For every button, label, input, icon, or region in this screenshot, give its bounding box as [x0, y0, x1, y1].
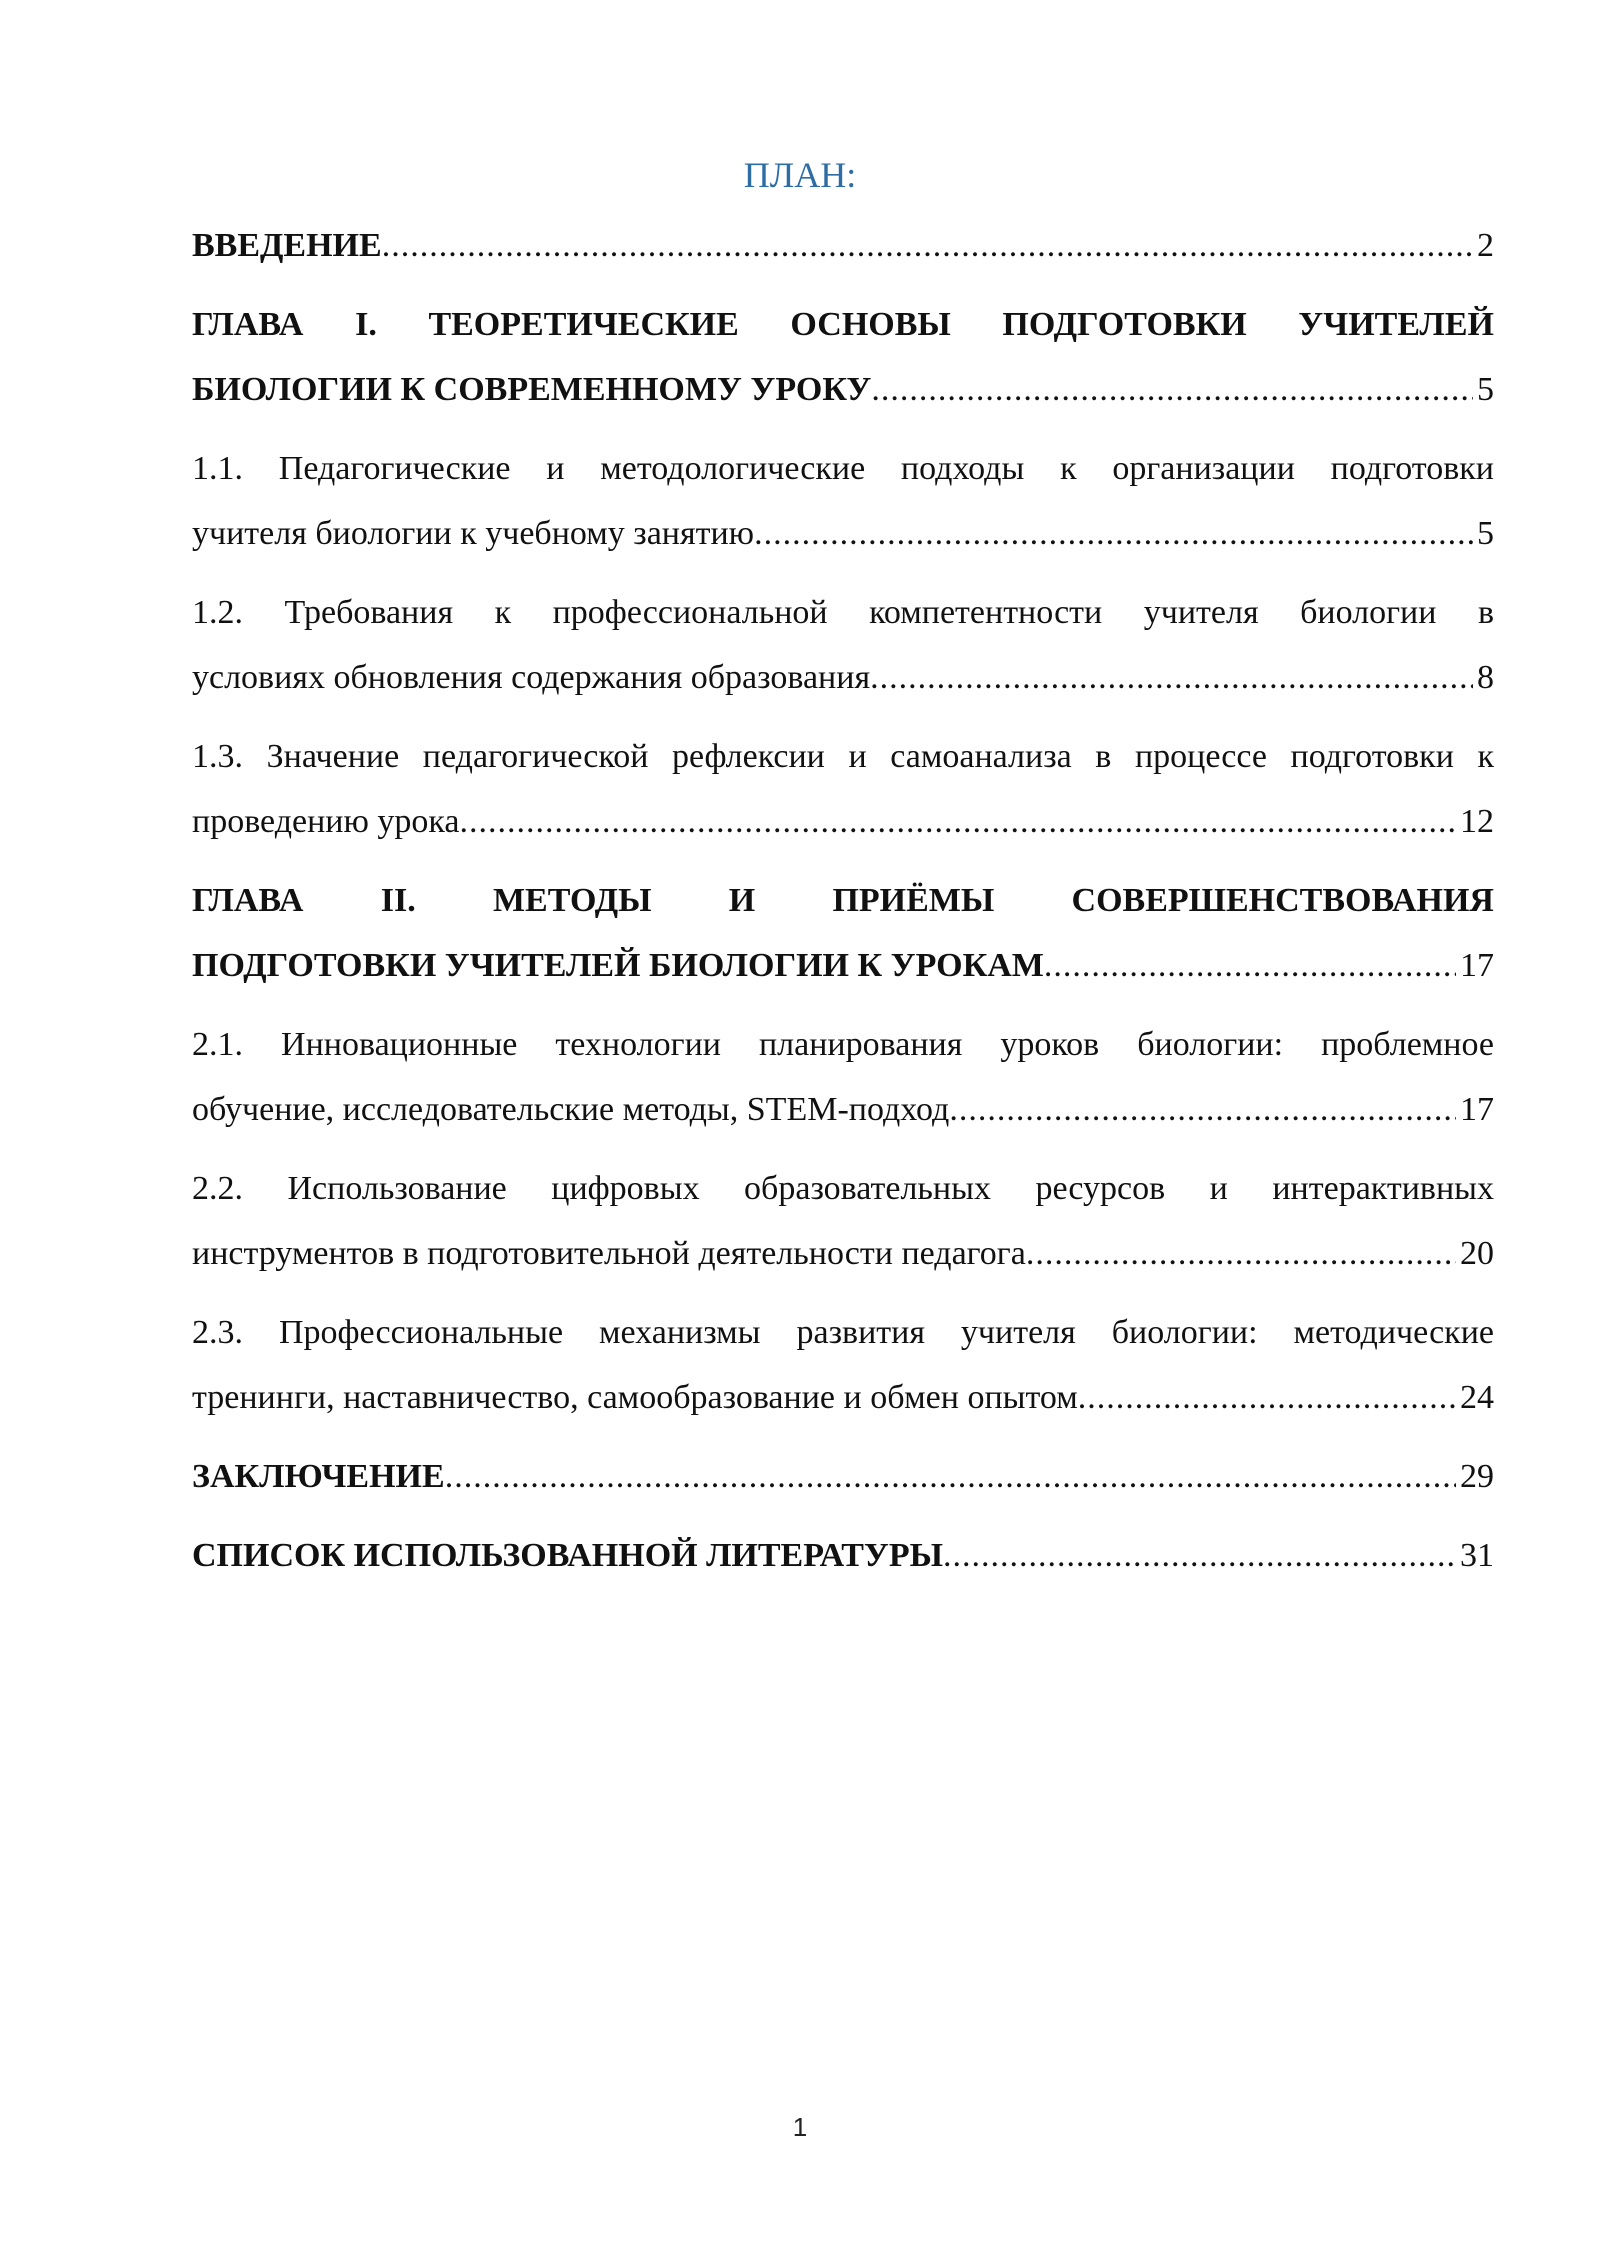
toc-page-number: 5 — [1477, 371, 1494, 408]
dot-leader — [870, 645, 1473, 710]
toc-entry-text: БИОЛОГИИ К СОВРЕМЕННОМУ УРОКУ — [192, 371, 872, 408]
toc-entry-text: инструментов в подготовительной деятельности педагога — [192, 1235, 1026, 1272]
dot-leader — [1078, 1365, 1456, 1430]
toc-entry-text: СПИСОК ИСПОЛЬЗОВАННОЙ ЛИТЕРАТУРЫ — [192, 1537, 943, 1574]
toc-entry-text: ЗАКЛЮЧЕНИЕ — [192, 1458, 445, 1495]
toc-entry-text: ВВЕДЕНИЕ — [192, 227, 382, 264]
toc-entry-text: обучение, исследовательские методы, STEM-подход — [192, 1091, 950, 1128]
toc-entry-text: ПОДГОТОВКИ УЧИТЕЛЕЙ БИОЛОГИИ К УРОКАМ — [192, 947, 1044, 984]
toc-page-number: 2 — [1477, 227, 1494, 264]
toc-page-number: 5 — [1477, 515, 1494, 552]
toc-entry-text-line: ГЛАВА I. ТЕОРЕТИЧЕСКИЕ ОСНОВЫ ПОДГОТОВКИ УЧИТЕЛЕЙ — [192, 306, 1494, 343]
toc-entry-text-line: 1.2. Требования к профессиональной компетентности учителя биологии в — [192, 594, 1494, 631]
toc-entry-text-line: ГЛАВА II. МЕТОДЫ И ПРИЁМЫ СОВЕРШЕНСТВОВАНИЯ — [192, 882, 1494, 919]
toc-entry-text: условиях обновления содержания образования — [192, 659, 871, 696]
dot-leader — [754, 501, 1473, 566]
toc-entry-text: проведению урока — [192, 803, 460, 840]
toc-entry-text: учителя биологии к учебному занятию — [192, 515, 755, 552]
toc-page-number: 31 — [1460, 1537, 1494, 1574]
toc-entry-chapter-2[interactable] — [192, 868, 1494, 998]
toc-entry-text-line: 1.1. Педагогические и методологические подходы к организации подготовки — [192, 450, 1494, 487]
dot-leader — [871, 357, 1473, 422]
toc-page-number: 12 — [1460, 803, 1494, 840]
dot-leader — [459, 789, 1456, 854]
toc-page-number: 29 — [1460, 1458, 1494, 1495]
dot-leader — [1026, 1221, 1456, 1286]
toc-entry-section-1-3[interactable] — [192, 724, 1494, 854]
dot-leader — [943, 1523, 1456, 1588]
toc-page-number: 24 — [1460, 1379, 1494, 1416]
toc-entry-text: тренинги, наставничество, самообразование и обмен опытом — [192, 1379, 1078, 1416]
toc-entry-section-2-3[interactable] — [192, 1300, 1494, 1430]
dot-leader — [382, 213, 1473, 278]
plan-title: ПЛАН: — [743, 155, 857, 195]
toc-entry-conclusion[interactable] — [192, 1444, 1494, 1509]
toc-entry-text-line: 2.3. Профессиональные механизмы развития учителя биологии: методические — [192, 1314, 1494, 1351]
table-of-contents — [192, 213, 1494, 1602]
toc-entry-text-line: 2.2. Использование цифровых образовательных ресурсов и интерактивных — [192, 1170, 1494, 1207]
toc-page-number: 17 — [1460, 947, 1494, 984]
toc-entry-chapter-1[interactable] — [192, 292, 1494, 422]
toc-page-number: 20 — [1460, 1235, 1494, 1272]
toc-entry-section-2-2[interactable] — [192, 1156, 1494, 1286]
dot-leader — [445, 1444, 1456, 1509]
toc-entry-text-line: 1.3. Значение педагогической рефлексии и самоанализа в процессе подготовки к — [192, 738, 1494, 775]
dot-leader — [1044, 933, 1456, 998]
page-number: 1 — [792, 2112, 808, 2142]
toc-page-number: 8 — [1477, 659, 1494, 696]
toc-entry-section-1-2[interactable] — [192, 580, 1494, 710]
toc-page-number: 17 — [1460, 1091, 1494, 1128]
toc-entry-section-2-1[interactable] — [192, 1012, 1494, 1142]
toc-entry-text-line: 2.1. Инновационные технологии планирования уроков биологии: проблемное — [192, 1026, 1494, 1063]
dot-leader — [949, 1077, 1456, 1142]
toc-entry-references[interactable] — [192, 1523, 1494, 1588]
toc-entry-section-1-1[interactable] — [192, 436, 1494, 566]
toc-entry-introduction[interactable] — [192, 213, 1494, 278]
